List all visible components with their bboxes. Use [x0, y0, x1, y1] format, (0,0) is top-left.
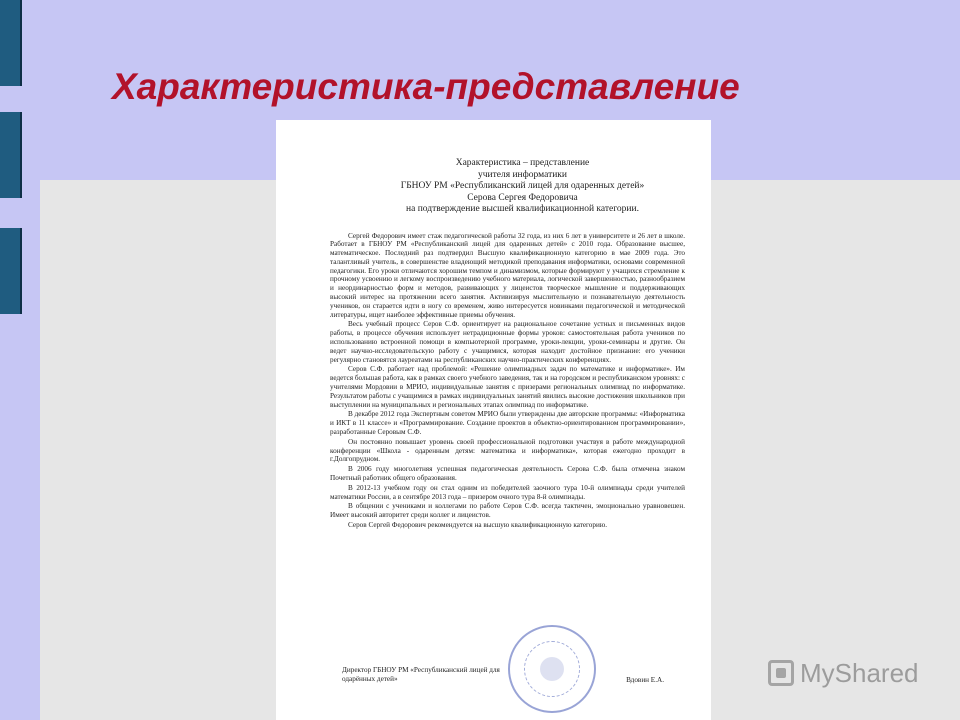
decor-bar-segment [0, 0, 22, 86]
stamp-emblem [540, 657, 564, 681]
body-paragraph: В 2012-13 учебном году он стал одним из победителей заочного тура 10-й олимпиады среди учителей математики России, а в сентябре 2013 года – призером очного тура 8-й олимпиады. [330, 483, 685, 501]
official-stamp [508, 625, 596, 713]
header-line: Характеристика – представление [455, 158, 590, 168]
slide-title: Характеристика-представление [112, 66, 740, 107]
header-line: ГБНОУ РМ «Республиканский лицей для одаренных детей» [400, 181, 645, 191]
header-line: учителя информатики [478, 169, 567, 180]
watermark [768, 656, 919, 690]
body-paragraph: Сергей Федорович имеет стаж педагогической работы 32 года, из них 6 лет в университете и 26 лет в школе. Работает в ГБНОУ РМ «Республиканский лицей для одаренных детей» с 2010 года. Образование высшее, математическое. Последний раз подтвердил Высшую квалификационную категорию в мае 2009 года. Это талантливый учитель, в совершенстве владеющий методикой преподавания информатики, основами современной педагогики. Его уроки отличаются хорошим темпом и динамизмом, которые формируют у учащихся стремление к прочному усвоению и легкому воспроизведению учебного материала, логической завершенностью, разнообразием и неординарностью форм и методов, развивающих у лицеистов творческое мышление и поддерживающих высокий интерес на протяжении всего занятия. Активизируя мыслительную и познавательную деятельность учеников, он старается идти в ногу со временем, живо интересуется новинками педагогической и методической литературы, ищет наиболее эффективные приемы обучения. [330, 231, 685, 319]
document-scan [276, 120, 711, 720]
header-line: на подтверждение высшей квалификационной категории. [406, 204, 639, 214]
body-paragraph: Он постоянно повышает уровень своей профессиональной подготовки участвуя в работе международной конференции «Школа - одаренным детям: математика и информатика», которая ежегодно проходит в г.Долгопрудном. [330, 437, 685, 464]
decor-bar-segment [0, 112, 22, 198]
director-title: Директор ГБНОУ РМ «Республиканский лицей для одарённых детей» [342, 666, 500, 683]
body-paragraph: В 2006 году многолетняя успешная педагогическая деятельность Серова С.Ф. была отмечена знаком Почетный работник общего образования. [330, 465, 685, 483]
myshared-logo-icon [768, 660, 794, 686]
director-name: Вдовин Е.А. [626, 676, 664, 684]
header-line: Серова Сергея Федоровича [467, 192, 578, 203]
body-paragraph: В общении с учениками и коллегами по работе Серов С.Ф. всегда тактичен, эмоционально уравновешен. Имеет высокий авторитет среди коллег и лицеистов. [330, 502, 685, 520]
body-paragraph: В декабре 2012 года Экспертным советом МРИО были утверждены две авторские программы: «Информатика и ИКТ в 11 классе» и «Программирование. Создание проектов в объектно-ориентированном программировании», разработанные Серовым С.Ф. [330, 410, 685, 437]
document-header [330, 158, 685, 216]
body-paragraph: Серов С.Ф. работает над проблемой: «Решение олимпиадных задач по математике и информатике». Им ведется большая работа, как в рамках своего учебного заведения, так и на городском и республиканском уровнях: с учителями Мордовии в МРИО, индивидуальные занятия с призерами региональных олимпиад по информатике. Результатом работы с учащимися в рамках индивидуальных занятий явились высокие достижения школьников при выступлении на муниципальных и региональных этапах олимпиад по информатике. [330, 365, 685, 409]
document-body [330, 232, 685, 530]
body-paragraph: Серов Сергей Федорович рекомендуется на высшую квалификационную категорию. [348, 521, 608, 529]
body-paragraph: Весь учебный процесс Серов С.Ф. ориентирует на рациональное сочетание устных и письменных видов работы, в процессе обучения использует нетрадиционные формы уроков: самостоятельная работа учеников по использованию встроенной помощи в компьютерной программе, уроки-лекции, уроки-семинары и другие. Он ведет научно-исследовательскую работу с учащимися, которая находит достойное признание: его ученики регулярно становятся лауреатами на республиканских научно-практических конференциях. [330, 320, 685, 364]
watermark-text: MyShared [800, 657, 919, 688]
decor-bar-segment [0, 228, 22, 314]
left-decor-bar [0, 0, 22, 720]
